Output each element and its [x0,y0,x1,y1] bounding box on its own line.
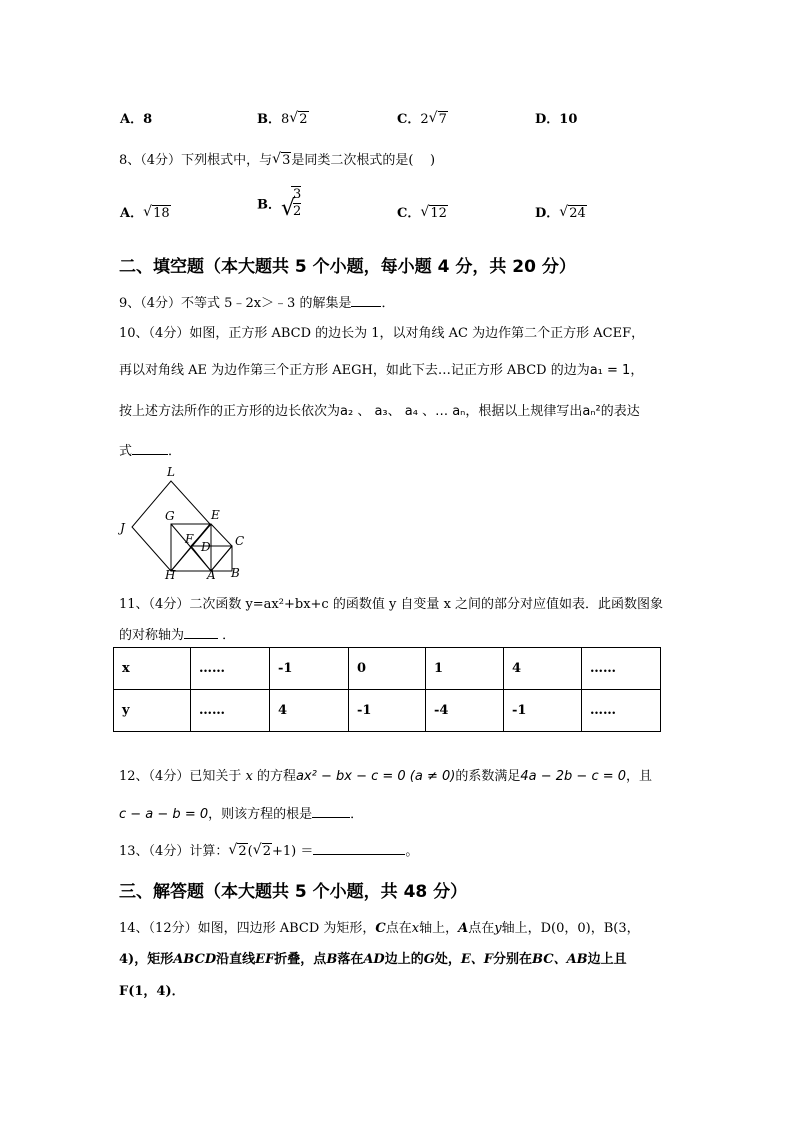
q14-line-1: 14、（12分）如图，四边形 ABCD 为矩形，C点在x轴上，A点在y轴上，D(0，0)，B(3， [119,921,640,936]
q10-line-4: 式 ． [119,444,182,459]
q14-line-3: F(1，4)． [119,984,185,999]
q10-line-3: 按上述方法所作的正方形的边长依次为a₂ 、 a₃、 a₄ 、… aₙ，根据以上规律写出aₙ²的表达 [119,404,640,419]
q10-line-2: 再以对角线 AE 为边作第三个正方形 AEGH，如此下去…记正方形 ABCD 的边为a₁ = 1， [119,363,644,378]
label-J: J [120,521,125,535]
label-G: G [165,509,175,523]
q7-option-a: A．8 [120,112,153,127]
table-cell: …… [191,690,270,732]
table-cell: 1 [426,648,504,690]
table-cell: 4 [504,648,582,690]
q8-option-b: B． √ $\frac{3}{2}$ [257,187,302,221]
table-cell: …… [582,690,661,732]
label-L: L [167,465,175,479]
q11-line-1: 11、（4分）二次函数 y=ax²+bx+c 的函数值 y 自变量 x 之间的部分对应值如表．此函数图象 [119,597,664,612]
q12-line-2: c − a − b = 0，则该方程的根是 ． [119,807,364,822]
table-cell: -1 [270,648,349,690]
section-3-heading: 三、解答题（本大题共 5 个小题，共 48 分） [119,882,468,902]
q7-option-d: D．10 [535,112,578,127]
table-cell: x [114,648,191,690]
label-F: F [185,532,194,546]
q9-question: 9、（4分）不等式 5﹣2x＞﹣3 的解集是 ． [119,296,395,311]
table-cell: -1 [504,690,582,732]
table-cell: -4 [426,690,504,732]
q10-line-1: 10、（4分）如图，正方形 ABCD 的边长为 1，以对角线 AC 为边作第二个正方形 ACEF， [119,326,645,341]
q7-option-c: C．2 √ 7 [397,110,447,127]
label-E: E [211,508,220,522]
label-H: H [165,568,176,582]
table-cell: y [114,690,191,732]
table-row [114,648,661,690]
q12-line-1: 12、（4分）已知关于 x 的方程ax² − bx − c = 0 (a ≠ 0)的系数满足4a − 2b − c = 0，且 [119,769,653,784]
section-2-heading: 二、填空题（本大题共 5 个小题，每小题 4 分，共 20 分） [119,257,576,277]
q8-option-d: D． √ 24 [535,204,586,221]
q7-option-b: B．8 √ 2 [257,110,308,127]
q13-question: 13、（4分）计算： √ 2( √ 2+1) ＝ 。 [119,842,419,859]
label-A: A [207,568,216,582]
q10-square-figure [112,462,252,582]
label-D: D [201,540,211,554]
label-C: C [235,534,245,548]
q11-value-table [113,647,661,732]
table-cell: …… [191,648,270,690]
table-cell: 4 [270,690,349,732]
q14-line-2: 4)，矩形ABCD沿直线EF折叠，点B落在AD边上的G处，E、F分别在BC、AB边上且 [119,952,627,967]
table-cell: …… [582,648,661,690]
q11-line-2: 的对称轴为 ． [119,628,236,643]
q8-option-a: A． √ 18 [120,204,170,221]
table-cell: 0 [349,648,426,690]
q8-question: 8、（4分）下列根式中，与 √ 3是同类二次根式的是( ) [119,151,436,168]
table-row [114,690,661,732]
q8-option-c: C． √ 12 [397,204,447,221]
label-B: B [231,566,240,580]
table-cell: -1 [349,690,426,732]
